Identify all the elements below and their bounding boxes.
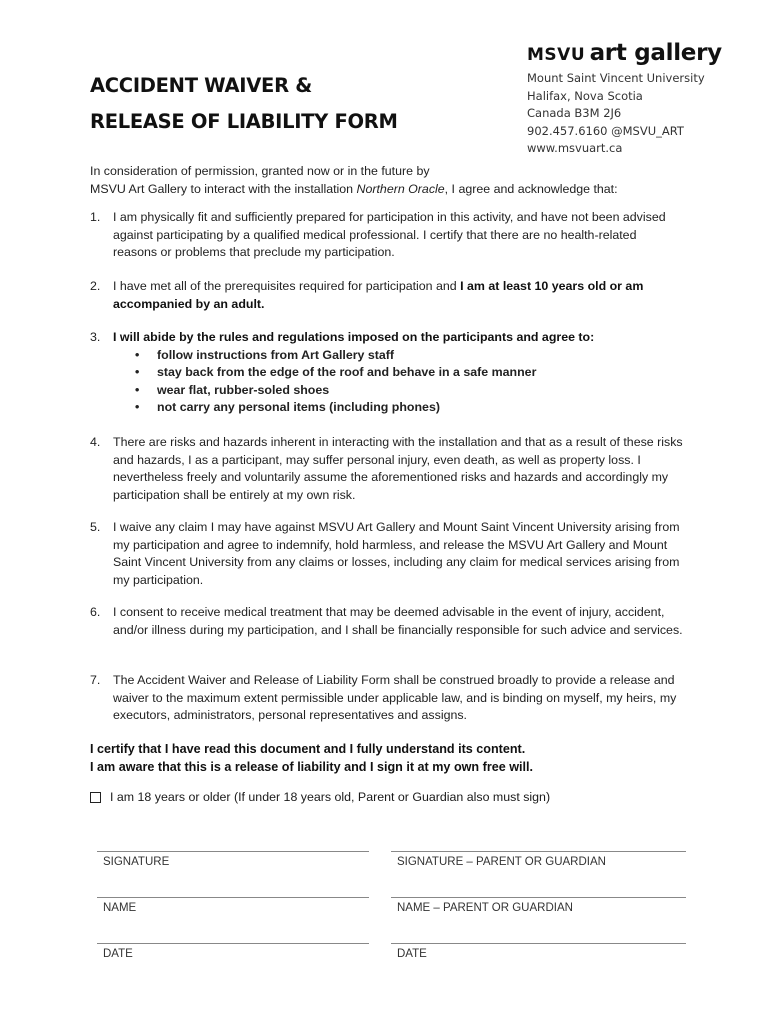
logo-msvu: MSVU — [527, 45, 586, 65]
certification-statement — [90, 740, 533, 776]
gallery-address — [527, 70, 705, 158]
certify-line-1: I certify that I have read this document and I fully understand its content. — [90, 742, 526, 756]
parent-name-label: NAME – PARENT OR GUARDIAN — [397, 902, 573, 914]
clause-number: 1. — [90, 210, 101, 224]
signature-label: SIGNATURE — [103, 856, 170, 868]
clause-text: I will abide by the rules and regulations imposed on the participants and agree to: — [113, 330, 595, 344]
clause-text — [113, 278, 683, 313]
clause-text: There are risks and hazards inherent in interacting with the installation and that as a result of these risks and hazards, I as a participant, may suffer personal injury, even death, as well as property loss. I nevertheless freely and voluntarily assume the aforementioned risks and hazards and accordingly my participation shall be entirely at my own risk. — [113, 435, 683, 502]
parent-signature-label: SIGNATURE – PARENT OR GUARDIAN — [397, 856, 606, 868]
clause-number: 4. — [90, 435, 101, 449]
intro-line-2 — [90, 181, 690, 199]
age-checkbox[interactable] — [90, 792, 101, 803]
clause-6 — [90, 604, 690, 639]
intro-paragraph — [90, 163, 690, 198]
parent-date-field[interactable] — [391, 943, 686, 960]
date-field[interactable] — [97, 943, 369, 960]
age-checkbox-label: I am 18 years or older (If under 18 years old, Parent or Guardian also must sign) — [110, 790, 551, 804]
address-line: Mount Saint Vincent University — [527, 71, 705, 85]
intro-line-1: In consideration of permission, granted now or in the future by — [90, 164, 430, 178]
signature-field[interactable] — [97, 851, 369, 868]
clause-2 — [90, 278, 690, 313]
address-website: www.msvuart.ca — [527, 141, 623, 155]
installation-name: Northern Oracle — [356, 181, 445, 196]
clause-3 — [90, 329, 690, 417]
parent-date-label: DATE — [397, 948, 427, 960]
clause-4 — [90, 434, 690, 504]
parent-name-field[interactable] — [391, 897, 686, 914]
clause-number: 3. — [90, 330, 101, 344]
list-item: • stay back from the edge of the roof and behave in a safe manner — [135, 364, 683, 382]
title-line-1: ACCIDENT WAIVER & — [90, 74, 312, 97]
name-field[interactable] — [97, 897, 369, 914]
list-item: • follow instructions from Art Gallery staff — [135, 347, 683, 365]
clause-text-block — [113, 329, 683, 417]
title-line-2: RELEASE OF LIABILITY FORM — [90, 110, 398, 133]
list-item: • not carry any personal items (including phones) — [135, 399, 683, 417]
clause-1 — [90, 209, 690, 262]
clause-number: 5. — [90, 520, 101, 534]
age-confirmation — [90, 789, 550, 806]
rules-list — [135, 347, 683, 417]
certify-line-2: I am aware that this is a release of liability and I sign it at my own free will. — [90, 760, 534, 774]
address-line: Canada B3M 2J6 — [527, 106, 622, 120]
clause-text-part: I have met all of the prerequisites required for participation and — [113, 279, 461, 293]
clause-text: The Accident Waiver and Release of Liability Form shall be construed broadly to provide a release and waiver to the maximum extent permissible under applicable law, and is binding on myself, my heirs, my executors, administrators, personal representatives and assigns. — [113, 673, 677, 722]
intro-text: MSVU Art Gallery to interact with the installation — [90, 181, 357, 196]
intro-text: , I agree and acknowledge that: — [444, 181, 618, 196]
msvu-art-gallery-logo — [527, 40, 722, 66]
clause-number: 6. — [90, 605, 101, 619]
clause-number: 2. — [90, 279, 101, 293]
clause-number: 7. — [90, 673, 101, 687]
parent-signature-field[interactable] — [391, 851, 686, 868]
logo-art-gallery: art gallery — [589, 40, 722, 66]
address-line: Halifax, Nova Scotia — [527, 88, 643, 103]
clause-text: I am physically fit and sufficiently prepared for participation in this activity, and have not been advised against participating by a qualified medical professional. I certify that there are no health-related reasons or problems that preclude my participation. — [113, 210, 666, 259]
date-label: DATE — [103, 948, 133, 960]
clause-5 — [90, 519, 690, 589]
clause-7 — [90, 672, 690, 725]
address-phone-social: 902.457.6160 @MSVU_ART — [527, 123, 684, 138]
form-title — [90, 68, 398, 140]
clause-text: I waive any claim I may have against MSVU Art Gallery and Mount Saint Vincent University arising from my participation and agree to indemnify, hold harmless, and release the MSVU Art Gallery and Mount Saint Vincent University from any claims or losses, including any claim for medical services arising from my participation. — [113, 520, 680, 587]
clause-text: I consent to receive medical treatment that may be deemed advisable in the event of injury, accident, and/or illness during my participation, and I shall be financially responsible for such advice and services. — [113, 605, 683, 637]
list-item: • wear flat, rubber-soled shoes — [135, 382, 683, 400]
clause-bold-text: I am at least 10 years old or am accompanied by an adult. — [113, 279, 644, 311]
name-label: NAME — [103, 902, 137, 914]
